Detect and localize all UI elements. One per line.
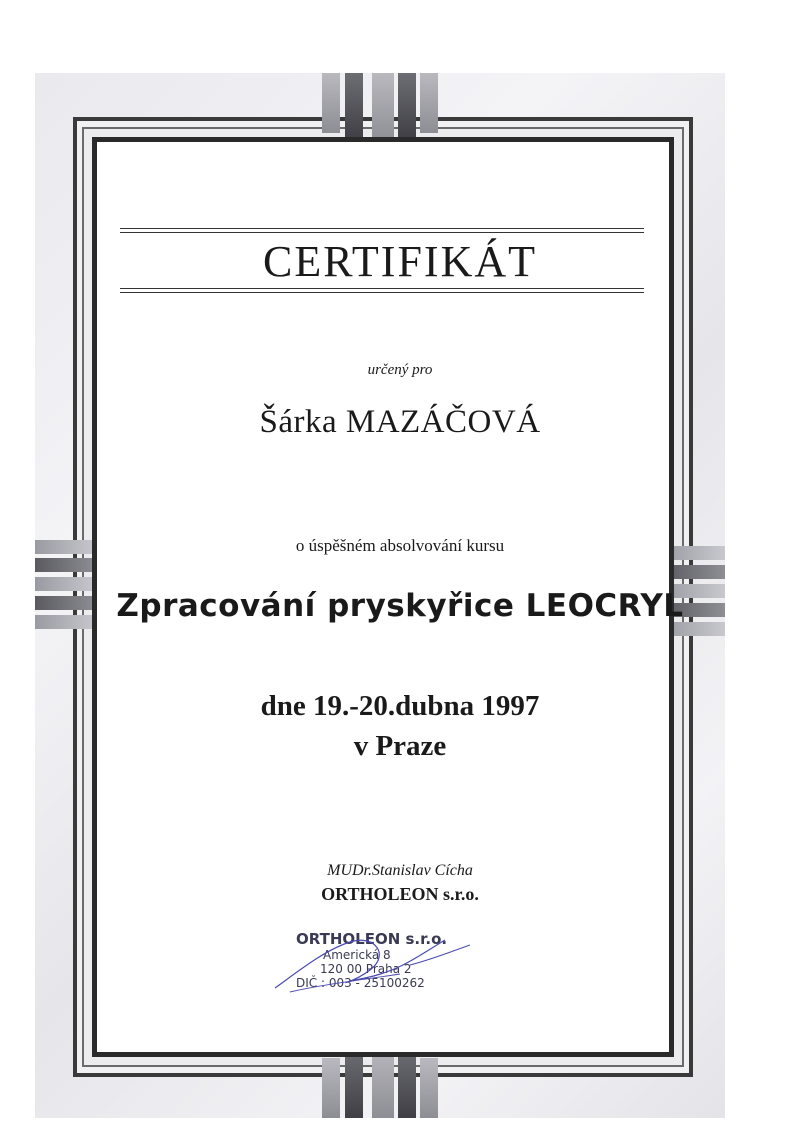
- title-rule-bottom: [120, 288, 644, 293]
- frame-tab-top-2: [345, 73, 363, 139]
- issuer-company: ORTHOLEON s.r.o.: [321, 884, 479, 904]
- frame-tab-top-3: [372, 73, 394, 143]
- recipient-name: Šárka MAZÁČOVÁ: [259, 404, 541, 440]
- frame-tab-bottom-5: [420, 1058, 438, 1118]
- frame-tab-bottom-4: [398, 1050, 416, 1118]
- stamp-street: Americká 8: [323, 948, 391, 962]
- frame-tab-top-4: [398, 73, 416, 139]
- course-place: v Praze: [353, 730, 447, 762]
- recipient-label: určený pro: [367, 362, 433, 378]
- stamp-city: 120 00 Praha 2: [320, 962, 412, 976]
- frame-tab-top-5: [420, 73, 438, 133]
- signer-name: MUDr.Stanislav Cícha: [327, 862, 473, 879]
- stamp-company-name: ORTHOLEON s.r.o.: [296, 930, 448, 948]
- course-intro: o úspěšném absolvování kursu: [295, 536, 505, 555]
- stamp-tax-id: DIČ : 003 - 25100262: [296, 976, 425, 990]
- signature-icon: [270, 930, 480, 1000]
- certificate-title: CERTIFIKÁT: [262, 237, 537, 286]
- frame-tab-bottom-2: [345, 1050, 363, 1118]
- title-rule-top: [120, 228, 644, 233]
- frame-tab-bottom-1: [322, 1058, 340, 1118]
- course-date: dne 19.-20.dubna 1997: [260, 690, 540, 722]
- course-name: Zpracování pryskyřice LEOCRYL: [116, 588, 684, 624]
- frame-tab-top-1: [322, 73, 340, 133]
- frame-stripe-left-2: [35, 558, 97, 572]
